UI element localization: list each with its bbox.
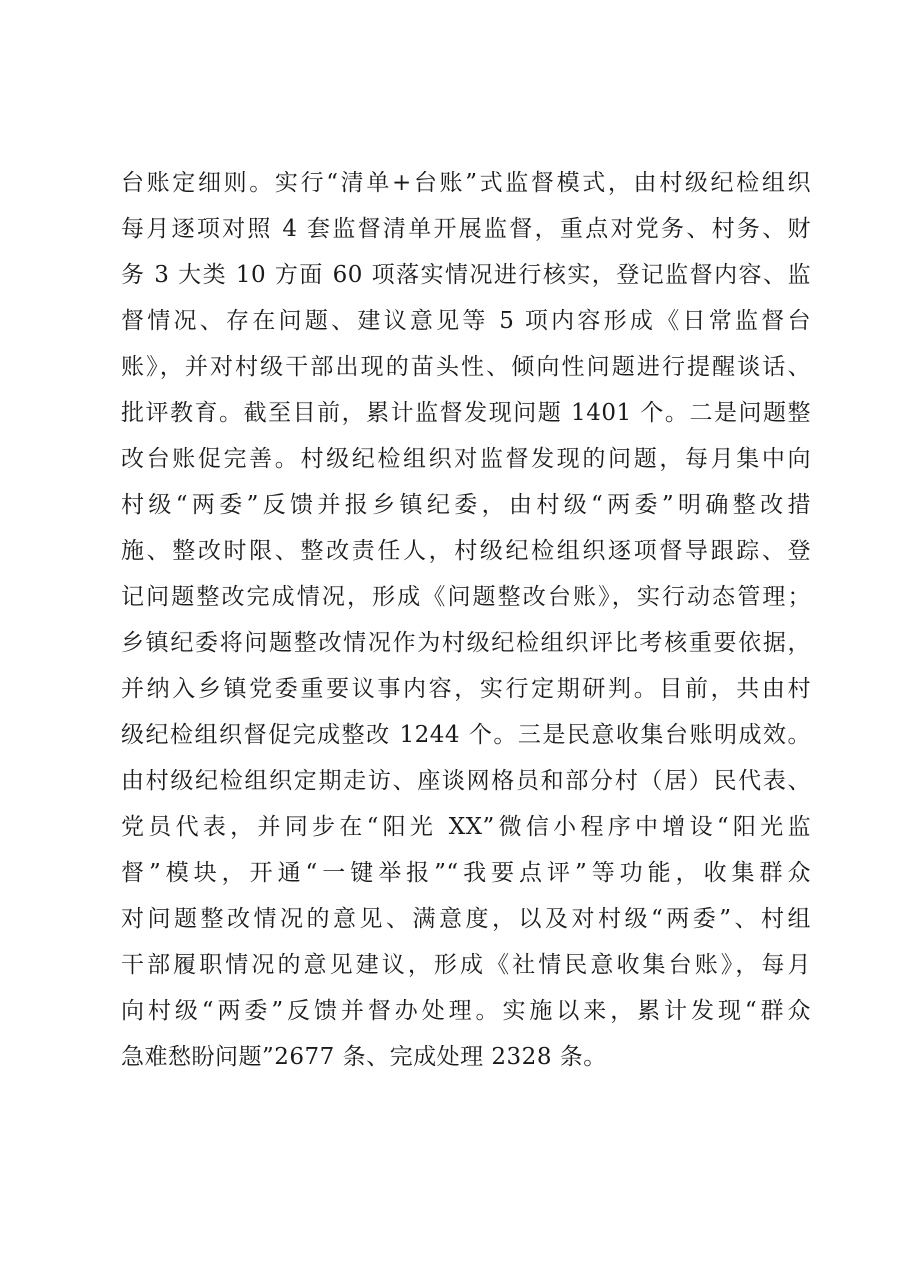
text-line: 由村级纪检组织定期走访、座谈网格员和部分村（居）民代表、 xyxy=(121,768,811,794)
text-line: 施、整改时限、整改责任人，村级纪检组织逐项督导跟踪、登 xyxy=(121,538,811,564)
text-line: 务 3 大类 10 方面 60 项落实情况进行核实，登记监督内容、监 xyxy=(121,262,811,288)
body-text xyxy=(121,160,811,1080)
text-line: 乡镇纪委将问题整改情况作为村级纪检组织评比考核重要依据， xyxy=(121,630,811,656)
text-line: 急难愁盼问题”2677 条、完成处理 2328 条。 xyxy=(121,1044,607,1070)
text-line: 村级“两委”反馈并报乡镇纪委，由村级“两委”明确整改措 xyxy=(121,492,811,518)
text-line: 对问题整改情况的意见、满意度，以及对村级“两委”、村组 xyxy=(121,906,811,932)
text-line: 督情况、存在问题、建议意见等 5 项内容形成《日常监督台 xyxy=(121,308,811,334)
text-line: 改台账促完善。村级纪检组织对监督发现的问题，每月集中向 xyxy=(121,446,811,472)
text-line: 并纳入乡镇党委重要议事内容，实行定期研判。目前，共由村 xyxy=(121,676,811,702)
text-line: 记问题整改完成情况，形成《问题整改台账》，实行动态管理； xyxy=(121,584,811,610)
text-line: 账》，并对村级干部出现的苗头性、倾向性问题进行提醒谈话、 xyxy=(121,354,811,380)
text-line: 干部履职情况的意见建议，形成《社情民意收集台账》，每月 xyxy=(121,952,811,978)
text-line: 批评教育。截至目前，累计监督发现问题 1401 个。二是问题整 xyxy=(121,400,811,426)
text-line: 台账定细则。实行“清单+台账”式监督模式，由村级纪检组织 xyxy=(121,170,811,196)
text-line: 党员代表，并同步在“阳光 XX”微信小程序中增设“阳光监 xyxy=(121,814,811,840)
text-line: 每月逐项对照 4 套监督清单开展监督，重点对党务、村务、财 xyxy=(121,216,811,242)
text-line: 向村级“两委”反馈并督办处理。实施以来，累计发现“群众 xyxy=(121,998,811,1024)
text-line: 督”模块，开通“一键举报”“我要点评”等功能，收集群众 xyxy=(121,860,811,886)
text-line: 级纪检组织督促完成整改 1244 个。三是民意收集台账明成效。 xyxy=(121,722,811,748)
